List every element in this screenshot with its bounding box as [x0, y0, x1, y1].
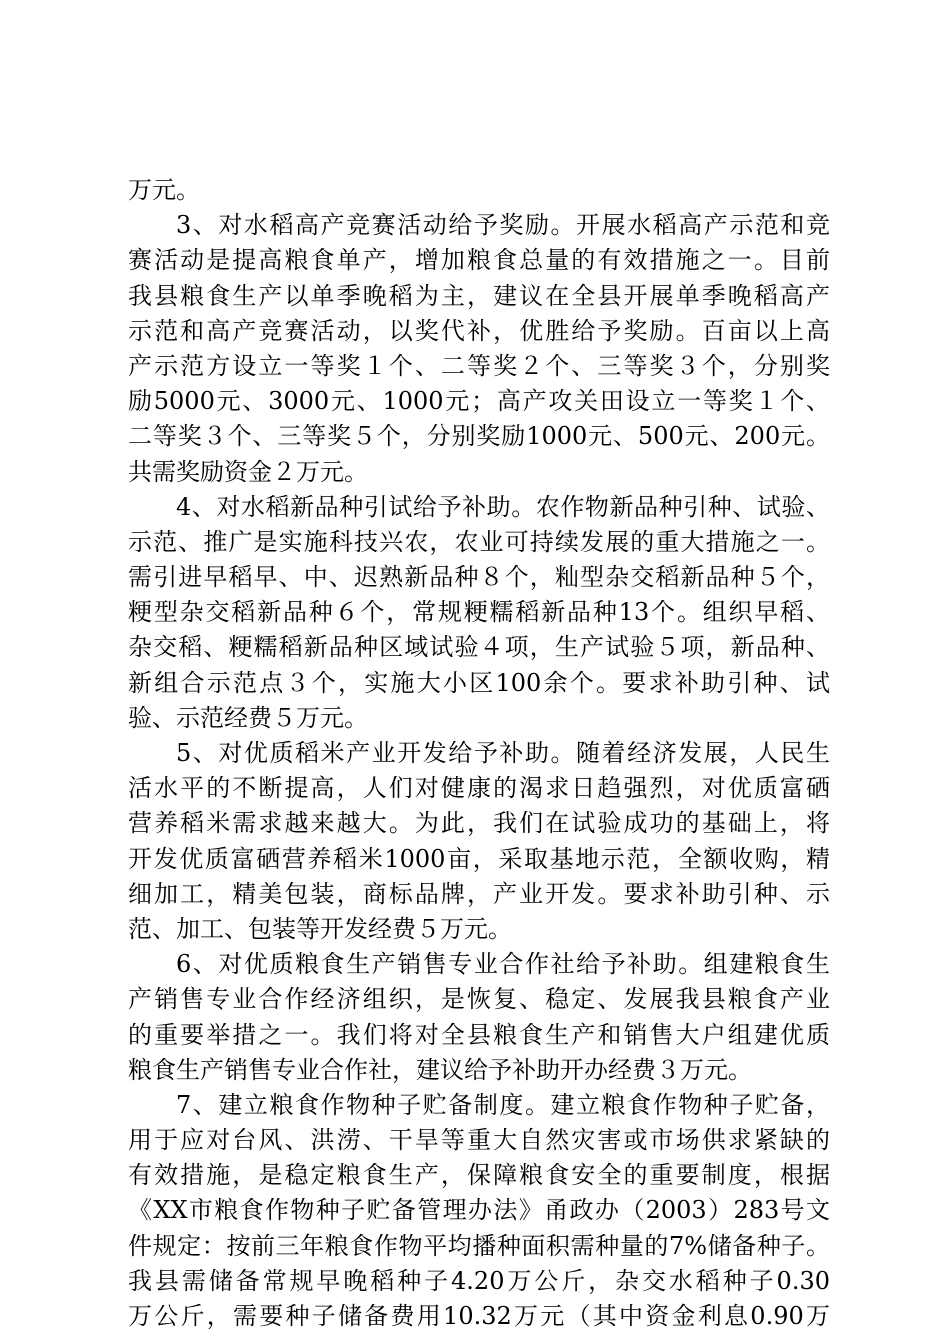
paragraph-7-heading-line: 7、建立粮食作物种子贮备制度。建立粮食作物种子贮备，: [176, 1090, 830, 1119]
text-line: 示范、推广是实施科技兴农，农业可持续发展的重大措施之一。: [128, 527, 830, 556]
text-line: 《XX市粮食作物种子贮备管理办法》甬政办（2003）283号文: [128, 1196, 830, 1225]
document-body: [128, 173, 830, 1334]
text-line: 开发优质富硒营养稻米1000亩，采取基地示范，全额收购，精: [128, 844, 830, 873]
text-line: 赛活动是提高粮食单产，增加粮食总量的有效措施之一。目前: [128, 246, 830, 275]
text-line: 的重要举措之一。我们将对全县粮食生产和销售大户组建优质: [128, 1020, 830, 1049]
text-line: 用于应对台风、洪涝、干旱等重大自然灾害或市场供求紧缺的: [128, 1126, 830, 1155]
text-line: 励5000元、3000元、1000元；高产攻关田设立一等奖１个、: [128, 387, 830, 416]
text-line: 我县粮食生产以单季晚稻为主，建议在全县开展单季晚稻高产: [128, 281, 830, 310]
text-line: 万元。: [128, 176, 200, 204]
text-line: 粮食生产销售专业合作社，建议给予补助开办经费３万元。: [128, 1055, 752, 1084]
text-line: 需引进早稻早、中、迟熟新品种８个，籼型杂交稻新品种５个，: [128, 563, 830, 592]
paragraph-6-heading-line: 6、对优质粮食生产销售专业合作社给予补助。组建粮食生: [176, 950, 830, 979]
text-line: 共需奖励资金２万元。: [128, 457, 368, 486]
text-line: 产销售专业合作经济组织，是恢复、稳定、发展我县粮食产业: [128, 985, 830, 1014]
text-line: 验、示范经费５万元。: [128, 703, 368, 732]
text-line: 件规定：按前三年粮食作物平均播种面积需种量的7%储备种子。: [128, 1231, 830, 1260]
text-line: 细加工，精美包装，商标品牌，产业开发。要求补助引种、示: [128, 879, 830, 908]
text-line: 杂交稻、粳糯稻新品种区域试验４项，生产试验５项，新品种、: [128, 633, 830, 662]
text-line: 产示范方设立一等奖１个、二等奖２个、三等奖３个，分别奖: [128, 351, 830, 380]
text-line: 营养稻米需求越来越大。为此，我们在试验成功的基础上，将: [128, 809, 830, 838]
text-line: 示范和高产竞赛活动，以奖代补，优胜给予奖励。百亩以上高: [128, 316, 830, 345]
text-line: 活水平的不断提高，人们对健康的渴求日趋强烈，对优质富硒: [128, 774, 830, 803]
text-line: 粳型杂交稻新品种６个，常规粳糯稻新品种13个。组织早稻、: [128, 598, 830, 627]
text-line: 范、加工、包装等开发经费５万元。: [128, 914, 512, 943]
text-line: 新组合示范点３个，实施大小区100余个。要求补助引种、试: [128, 668, 830, 697]
text-line: 万公斤，需要种子储备费用10.32万元（其中资金利息0.90万: [128, 1302, 830, 1330]
paragraph-3-heading-line: 3、对水稻高产竞赛活动给予奖励。开展水稻高产示范和竞: [176, 211, 830, 240]
text-line: 有效措施，是稳定粮食生产，保障粮食安全的重要制度，根据: [128, 1161, 830, 1190]
text-line: 二等奖３个、三等奖５个，分别奖励1000元、500元、200元。: [128, 422, 830, 451]
paragraph-4-heading-line: 4、对水稻新品种引试给予补助。农作物新品种引种、试验、: [176, 492, 830, 521]
paragraph-5-heading-line: 5、对优质稻米产业开发给予补助。随着经济发展，人民生: [176, 739, 830, 767]
text-line: 我县需储备常规早晚稻种子4.20万公斤，杂交水稻种子0.30: [128, 1266, 830, 1295]
